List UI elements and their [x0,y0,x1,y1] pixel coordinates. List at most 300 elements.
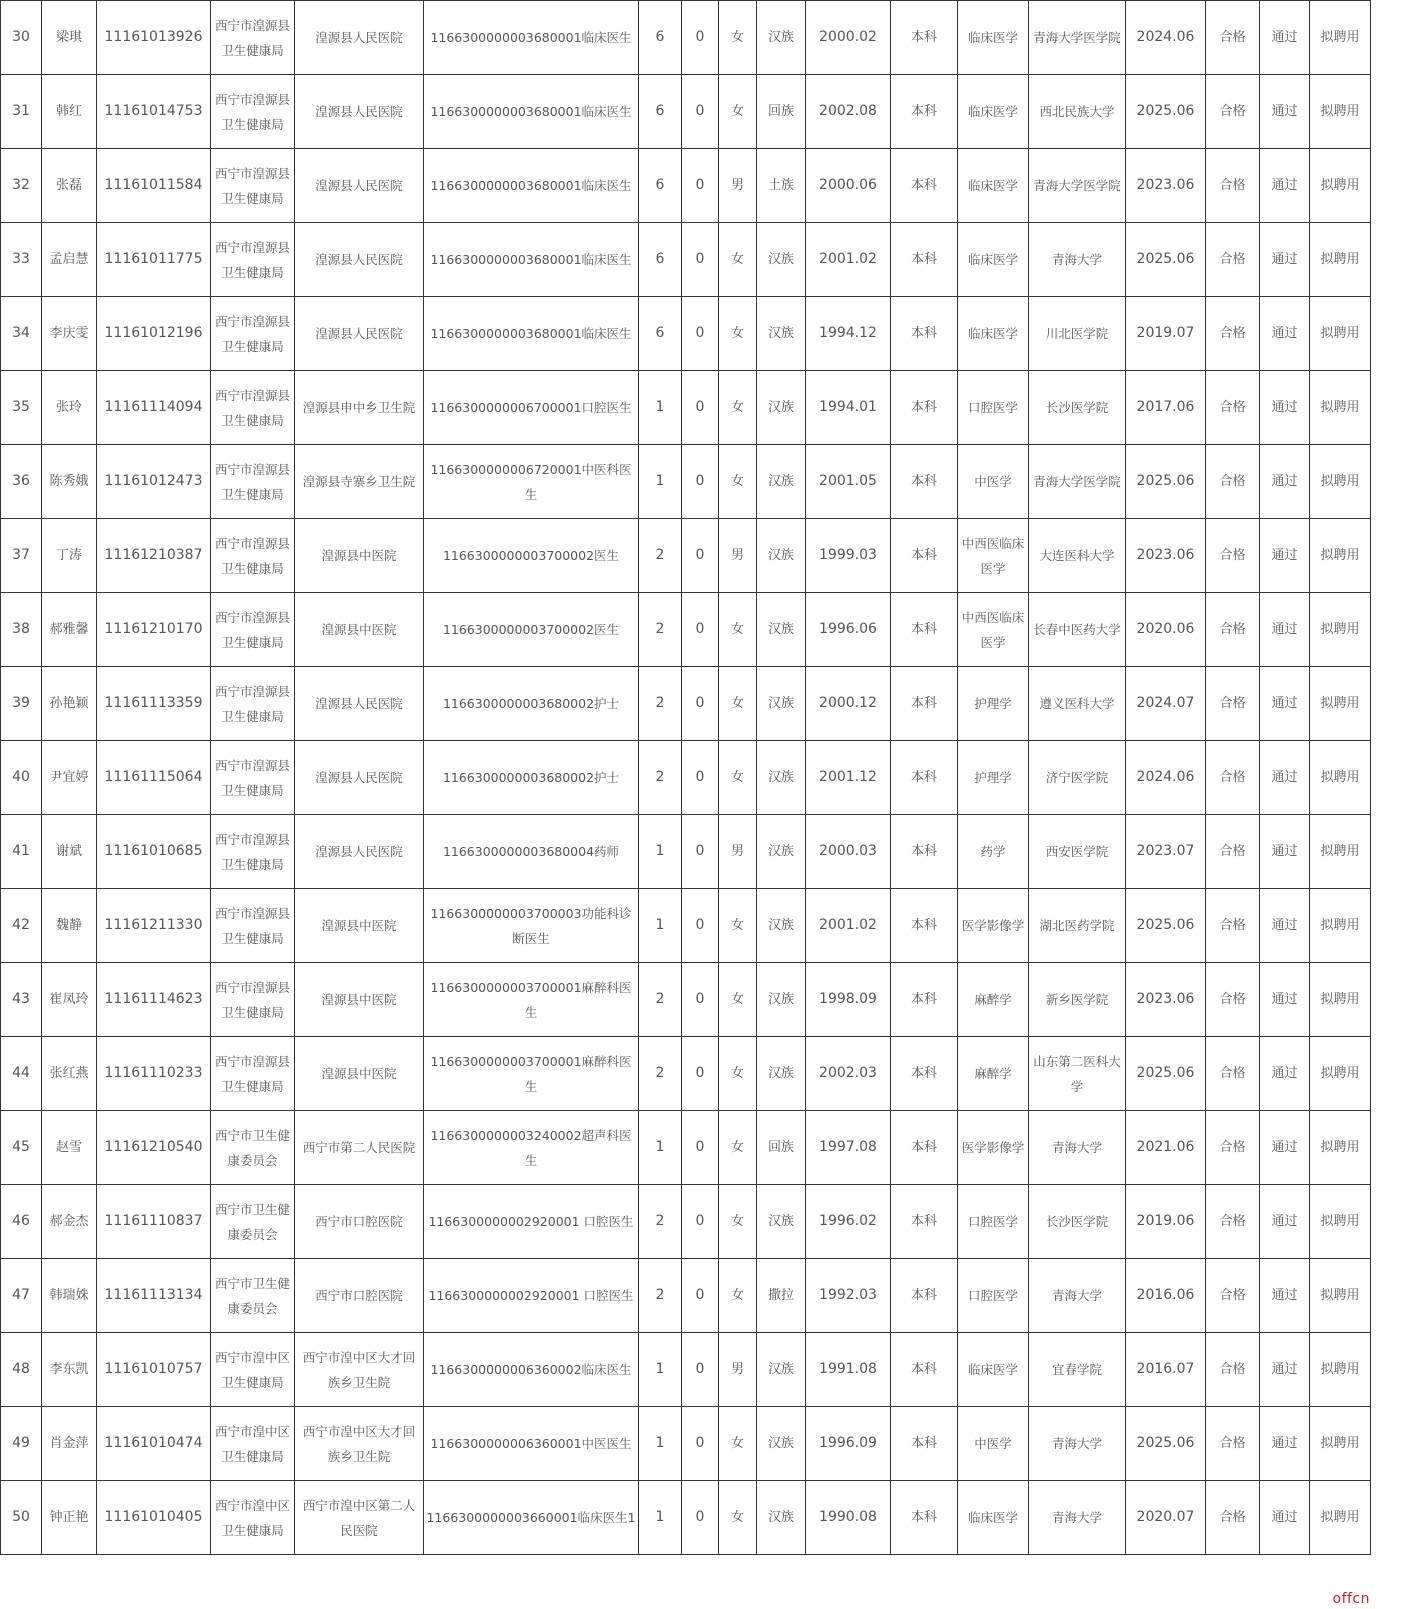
cell-ethnicity: 汉族 [757,1185,806,1259]
cell-graduation: 2024.06 [1126,741,1206,815]
cell-employer: 湟源县中医院 [295,1037,424,1111]
cell-gender: 女 [719,741,757,815]
cell-graduation: 2025.06 [1126,75,1206,149]
cell-seq: 42 [1,889,42,963]
table-row [1,815,1371,889]
cell-exam-id: 11161010405 [97,1481,211,1555]
cell-education: 本科 [891,815,958,889]
cell-major: 护理学 [958,667,1029,741]
cell-quota: 6 [639,149,682,223]
cell-extra: 0 [682,1037,719,1111]
table-row [1,963,1371,1037]
cell-name: 李东凯 [42,1333,97,1407]
cell-birth: 1991.08 [806,1333,891,1407]
cell-birth: 1994.01 [806,371,891,445]
cell-graduation: 2023.07 [1126,815,1206,889]
cell-school: 西北民族大学 [1029,75,1126,149]
cell-seq: 30 [1,1,42,75]
cell-department: 西宁市湟源县卫生健康局 [211,1037,295,1111]
cell-birth: 1992.03 [806,1259,891,1333]
cell-major: 中医学 [958,1407,1029,1481]
table-row [1,445,1371,519]
cell-education: 本科 [891,1407,958,1481]
cell-employer: 湟源县人民医院 [295,297,424,371]
cell-employer: 西宁市口腔医院 [295,1259,424,1333]
cell-department: 西宁市卫生健康委员会 [211,1259,295,1333]
cell-position: 1166300000006360001中医医生 [424,1407,639,1481]
cell-physical-exam: 合格 [1206,1,1260,75]
cell-result: 拟聘用 [1310,519,1371,593]
cell-employer: 湟源县中医院 [295,519,424,593]
cell-birth: 1999.03 [806,519,891,593]
cell-ethnicity: 汉族 [757,889,806,963]
cell-birth: 2002.08 [806,75,891,149]
cell-department: 西宁市卫生健康委员会 [211,1185,295,1259]
cell-major: 临床医学 [958,1481,1029,1555]
cell-school: 新乡医学院 [1029,963,1126,1037]
cell-employer: 湟源县申中乡卫生院 [295,371,424,445]
cell-school: 宜春学院 [1029,1333,1126,1407]
cell-department: 西宁市湟源县卫生健康局 [211,297,295,371]
cell-exam-id: 11161110233 [97,1037,211,1111]
cell-department: 西宁市湟源县卫生健康局 [211,149,295,223]
cell-employer: 西宁市湟中区大才回族乡卫生院 [295,1333,424,1407]
cell-graduation: 2023.06 [1126,963,1206,1037]
cell-result: 拟聘用 [1310,1333,1371,1407]
cell-quota: 1 [639,371,682,445]
cell-result: 拟聘用 [1310,1185,1371,1259]
cell-birth: 2000.06 [806,149,891,223]
cell-result: 拟聘用 [1310,815,1371,889]
cell-education: 本科 [891,1259,958,1333]
cell-position: 1166300000003700003功能科诊断医生 [424,889,639,963]
cell-position: 1166300000003700001麻醉科医生 [424,963,639,1037]
cell-exam-id: 11161110837 [97,1185,211,1259]
cell-department: 西宁市湟源县卫生健康局 [211,445,295,519]
table-row [1,1,1371,75]
cell-ethnicity: 汉族 [757,371,806,445]
cell-inspection: 通过 [1260,741,1310,815]
cell-seq: 31 [1,75,42,149]
cell-seq: 44 [1,1037,42,1111]
cell-inspection: 通过 [1260,963,1310,1037]
cell-inspection: 通过 [1260,1,1310,75]
cell-exam-id: 11161012473 [97,445,211,519]
cell-name: 孙艳颖 [42,667,97,741]
cell-gender: 女 [719,1407,757,1481]
cell-ethnicity: 汉族 [757,1481,806,1555]
cell-major: 临床医学 [958,75,1029,149]
cell-major: 中西医临床医学 [958,593,1029,667]
cell-inspection: 通过 [1260,889,1310,963]
cell-birth: 1998.09 [806,963,891,1037]
cell-position: 1166300000006360002临床医生 [424,1333,639,1407]
cell-seq: 43 [1,963,42,1037]
cell-result: 拟聘用 [1310,149,1371,223]
cell-result: 拟聘用 [1310,1407,1371,1481]
cell-ethnicity: 汉族 [757,519,806,593]
table-row [1,297,1371,371]
cell-employer: 西宁市第二人民医院 [295,1111,424,1185]
cell-employer: 湟源县人民医院 [295,223,424,297]
cell-extra: 0 [682,297,719,371]
cell-employer: 湟源县人民医院 [295,667,424,741]
cell-quota: 1 [639,1111,682,1185]
cell-quota: 2 [639,963,682,1037]
cell-quota: 2 [639,1185,682,1259]
cell-position: 1166300000003700002医生 [424,519,639,593]
cell-education: 本科 [891,667,958,741]
cell-school: 川北医学院 [1029,297,1126,371]
cell-physical-exam: 合格 [1206,445,1260,519]
cell-physical-exam: 合格 [1206,223,1260,297]
cell-birth: 2002.03 [806,1037,891,1111]
table-row [1,741,1371,815]
cell-birth: 2001.12 [806,741,891,815]
table-row [1,371,1371,445]
cell-exam-id: 11161013926 [97,1,211,75]
cell-position: 1166300000003700002医生 [424,593,639,667]
cell-extra: 0 [682,445,719,519]
cell-physical-exam: 合格 [1206,75,1260,149]
cell-inspection: 通过 [1260,1185,1310,1259]
cell-extra: 0 [682,815,719,889]
cell-school: 青海大学医学院 [1029,445,1126,519]
cell-quota: 6 [639,75,682,149]
cell-birth: 2001.02 [806,889,891,963]
cell-quota: 2 [639,667,682,741]
cell-gender: 男 [719,1333,757,1407]
cell-inspection: 通过 [1260,1259,1310,1333]
cell-department: 西宁市湟源县卫生健康局 [211,223,295,297]
cell-gender: 男 [719,815,757,889]
cell-exam-id: 11161114094 [97,371,211,445]
cell-department: 西宁市湟中区卫生健康局 [211,1481,295,1555]
cell-name: 陈秀娥 [42,445,97,519]
cell-major: 护理学 [958,741,1029,815]
cell-major: 医学影像学 [958,1111,1029,1185]
cell-exam-id: 11161012196 [97,297,211,371]
cell-ethnicity: 汉族 [757,297,806,371]
cell-extra: 0 [682,1407,719,1481]
cell-inspection: 通过 [1260,593,1310,667]
cell-school: 山东第二医科大学 [1029,1037,1126,1111]
cell-physical-exam: 合格 [1206,667,1260,741]
cell-result: 拟聘用 [1310,297,1371,371]
cell-gender: 女 [719,593,757,667]
cell-school: 济宁医学院 [1029,741,1126,815]
cell-inspection: 通过 [1260,371,1310,445]
cell-major: 药学 [958,815,1029,889]
cell-physical-exam: 合格 [1206,1037,1260,1111]
cell-employer: 西宁市湟中区第二人民医院 [295,1481,424,1555]
cell-education: 本科 [891,593,958,667]
cell-department: 西宁市湟源县卫生健康局 [211,593,295,667]
cell-physical-exam: 合格 [1206,1111,1260,1185]
cell-employer: 西宁市口腔医院 [295,1185,424,1259]
cell-seq: 40 [1,741,42,815]
cell-department: 西宁市湟中区卫生健康局 [211,1407,295,1481]
cell-quota: 2 [639,519,682,593]
cell-education: 本科 [891,297,958,371]
cell-position: 1166300000002920001 口腔医生 [424,1185,639,1259]
cell-inspection: 通过 [1260,519,1310,593]
cell-major: 口腔医学 [958,1259,1029,1333]
cell-extra: 0 [682,963,719,1037]
cell-quota: 1 [639,815,682,889]
cell-inspection: 通过 [1260,667,1310,741]
cell-education: 本科 [891,1111,958,1185]
cell-education: 本科 [891,741,958,815]
cell-seq: 38 [1,593,42,667]
cell-school: 湖北医药学院 [1029,889,1126,963]
cell-physical-exam: 合格 [1206,1259,1260,1333]
cell-physical-exam: 合格 [1206,963,1260,1037]
cell-extra: 0 [682,593,719,667]
cell-physical-exam: 合格 [1206,889,1260,963]
cell-seq: 33 [1,223,42,297]
cell-exam-id: 11161010685 [97,815,211,889]
cell-result: 拟聘用 [1310,371,1371,445]
cell-inspection: 通过 [1260,1333,1310,1407]
cell-seq: 37 [1,519,42,593]
cell-graduation: 2025.06 [1126,1037,1206,1111]
cell-department: 西宁市湟中区卫生健康局 [211,1333,295,1407]
cell-position: 1166300000006700001口腔医生 [424,371,639,445]
cell-gender: 女 [719,1,757,75]
cell-extra: 0 [682,519,719,593]
cell-department: 西宁市湟源县卫生健康局 [211,75,295,149]
cell-seq: 32 [1,149,42,223]
cell-school: 长沙医学院 [1029,1185,1126,1259]
cell-gender: 女 [719,445,757,519]
cell-birth: 1990.08 [806,1481,891,1555]
cell-position: 1166300000003660001临床医生1 [424,1481,639,1555]
cell-name: 赵雪 [42,1111,97,1185]
cell-inspection: 通过 [1260,1481,1310,1555]
cell-exam-id: 11161010757 [97,1333,211,1407]
cell-seq: 39 [1,667,42,741]
cell-graduation: 2019.06 [1126,1185,1206,1259]
cell-position: 1166300000003680001临床医生 [424,1,639,75]
cell-school: 遵义医科大学 [1029,667,1126,741]
cell-education: 本科 [891,963,958,1037]
cell-graduation: 2021.06 [1126,1111,1206,1185]
cell-education: 本科 [891,371,958,445]
cell-extra: 0 [682,1333,719,1407]
cell-quota: 1 [639,1407,682,1481]
cell-quota: 6 [639,223,682,297]
cell-birth: 1996.02 [806,1185,891,1259]
cell-quota: 1 [639,1481,682,1555]
cell-exam-id: 11161210387 [97,519,211,593]
cell-birth: 2000.03 [806,815,891,889]
cell-extra: 0 [682,667,719,741]
cell-major: 口腔医学 [958,1185,1029,1259]
cell-employer: 湟源县寺寨乡卫生院 [295,445,424,519]
table-row [1,1481,1371,1555]
cell-physical-exam: 合格 [1206,593,1260,667]
cell-position: 1166300000003680002护士 [424,667,639,741]
cell-gender: 女 [719,1481,757,1555]
cell-name: 梁琪 [42,1,97,75]
cell-birth: 1996.09 [806,1407,891,1481]
cell-result: 拟聘用 [1310,223,1371,297]
cell-result: 拟聘用 [1310,1,1371,75]
cell-gender: 女 [719,1259,757,1333]
cell-exam-id: 11161114623 [97,963,211,1037]
cell-position: 1166300000003240002超声科医生 [424,1111,639,1185]
cell-graduation: 2023.06 [1126,149,1206,223]
cell-ethnicity: 汉族 [757,963,806,1037]
cell-physical-exam: 合格 [1206,1185,1260,1259]
cell-result: 拟聘用 [1310,1037,1371,1111]
cell-result: 拟聘用 [1310,1111,1371,1185]
cell-seq: 50 [1,1481,42,1555]
cell-school: 青海大学 [1029,1481,1126,1555]
cell-quota: 6 [639,1,682,75]
cell-extra: 0 [682,1,719,75]
cell-education: 本科 [891,75,958,149]
cell-graduation: 2017.06 [1126,371,1206,445]
cell-department: 西宁市湟源县卫生健康局 [211,1,295,75]
cell-seq: 46 [1,1185,42,1259]
cell-gender: 女 [719,371,757,445]
cell-physical-exam: 合格 [1206,519,1260,593]
cell-physical-exam: 合格 [1206,371,1260,445]
cell-employer: 湟源县中医院 [295,963,424,1037]
cell-graduation: 2016.07 [1126,1333,1206,1407]
cell-name: 张玲 [42,371,97,445]
cell-gender: 女 [719,297,757,371]
table-row [1,889,1371,963]
cell-major: 麻醉学 [958,963,1029,1037]
cell-result: 拟聘用 [1310,445,1371,519]
cell-quota: 2 [639,741,682,815]
cell-education: 本科 [891,223,958,297]
cell-major: 临床医学 [958,1333,1029,1407]
cell-ethnicity: 汉族 [757,445,806,519]
cell-ethnicity: 回族 [757,75,806,149]
cell-physical-exam: 合格 [1206,297,1260,371]
cell-physical-exam: 合格 [1206,1407,1260,1481]
cell-exam-id: 11161113359 [97,667,211,741]
cell-physical-exam: 合格 [1206,1333,1260,1407]
cell-seq: 35 [1,371,42,445]
cell-major: 口腔医学 [958,371,1029,445]
cell-ethnicity: 汉族 [757,1,806,75]
cell-result: 拟聘用 [1310,741,1371,815]
cell-gender: 女 [719,963,757,1037]
cell-graduation: 2019.07 [1126,297,1206,371]
cell-employer: 湟源县人民医院 [295,815,424,889]
cell-school: 西安医学院 [1029,815,1126,889]
cell-result: 拟聘用 [1310,889,1371,963]
table-row [1,75,1371,149]
cell-employer: 西宁市湟中区大才回族乡卫生院 [295,1407,424,1481]
cell-department: 西宁市湟源县卫生健康局 [211,667,295,741]
cell-name: 张磊 [42,149,97,223]
cell-graduation: 2020.06 [1126,593,1206,667]
cell-gender: 女 [719,1037,757,1111]
cell-inspection: 通过 [1260,1037,1310,1111]
cell-gender: 女 [719,1185,757,1259]
cell-department: 西宁市卫生健康委员会 [211,1111,295,1185]
cell-department: 西宁市湟源县卫生健康局 [211,741,295,815]
cell-birth: 2000.02 [806,1,891,75]
table-row [1,1333,1371,1407]
cell-inspection: 通过 [1260,75,1310,149]
cell-employer: 湟源县人民医院 [295,75,424,149]
cell-name: 谢斌 [42,815,97,889]
cell-name: 钟正艳 [42,1481,97,1555]
cell-quota: 1 [639,445,682,519]
cell-birth: 2001.05 [806,445,891,519]
cell-position: 1166300000003680001临床医生 [424,75,639,149]
cell-ethnicity: 汉族 [757,667,806,741]
cell-school: 长春中医药大学 [1029,593,1126,667]
table-row [1,1185,1371,1259]
table-row [1,519,1371,593]
cell-school: 大连医科大学 [1029,519,1126,593]
cell-major: 临床医学 [958,223,1029,297]
cell-position: 1166300000003680002护士 [424,741,639,815]
cell-quota: 1 [639,889,682,963]
cell-extra: 0 [682,371,719,445]
table-row [1,593,1371,667]
cell-position: 1166300000003680001临床医生 [424,223,639,297]
cell-education: 本科 [891,1185,958,1259]
cell-major: 临床医学 [958,1,1029,75]
cell-position: 1166300000003680001临床医生 [424,297,639,371]
cell-extra: 0 [682,741,719,815]
cell-physical-exam: 合格 [1206,1481,1260,1555]
cell-name: 郝金杰 [42,1185,97,1259]
cell-education: 本科 [891,1481,958,1555]
cell-graduation: 2020.07 [1126,1481,1206,1555]
cell-education: 本科 [891,445,958,519]
cell-quota: 2 [639,593,682,667]
cell-ethnicity: 汉族 [757,223,806,297]
cell-ethnicity: 汉族 [757,741,806,815]
cell-exam-id: 11161011775 [97,223,211,297]
cell-exam-id: 11161210170 [97,593,211,667]
cell-birth: 1996.06 [806,593,891,667]
cell-physical-exam: 合格 [1206,815,1260,889]
cell-major: 医学影像学 [958,889,1029,963]
cell-department: 西宁市湟源县卫生健康局 [211,963,295,1037]
offcn-watermark: offcn [1332,1591,1370,1607]
cell-education: 本科 [891,889,958,963]
cell-extra: 0 [682,1481,719,1555]
cell-inspection: 通过 [1260,1111,1310,1185]
cell-quota: 2 [639,1037,682,1111]
cell-ethnicity: 汉族 [757,1037,806,1111]
cell-name: 孟启慧 [42,223,97,297]
cell-major: 临床医学 [958,297,1029,371]
cell-name: 崔凤玲 [42,963,97,1037]
cell-employer: 湟源县人民医院 [295,741,424,815]
cell-gender: 女 [719,1111,757,1185]
table-row [1,667,1371,741]
cell-name: 魏静 [42,889,97,963]
table-row [1,223,1371,297]
cell-name: 丁涛 [42,519,97,593]
cell-extra: 0 [682,223,719,297]
cell-major: 中医学 [958,445,1029,519]
table-row [1,149,1371,223]
cell-education: 本科 [891,1,958,75]
